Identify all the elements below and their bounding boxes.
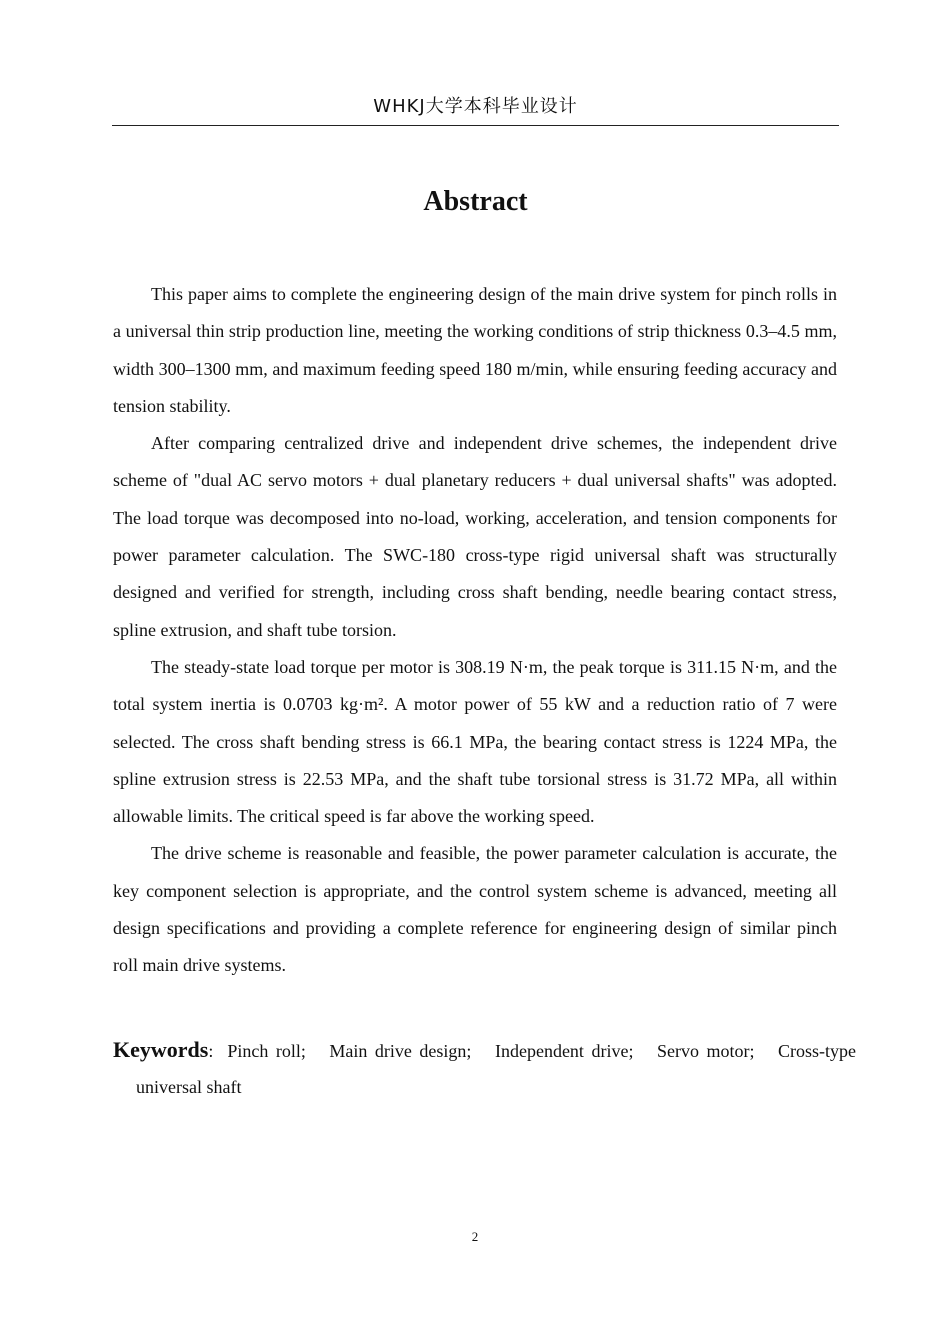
header-title: WHKJ大学本科毕业设计	[373, 96, 578, 117]
abstract-paragraph-1: This paper aims to complete the engineering design of the main drive system for pinch rolls in a universal thin strip production line, meeting the working conditions of strip thickness 0.3–4.5 mm, width 300–1300 mm, and maximum feeding speed 180 m/min, while ensuring feeding accuracy and tension stability.	[113, 284, 837, 416]
keyword-item: Cross-type universal shaft	[136, 1041, 857, 1097]
keyword-item: Independent drive;	[494, 1041, 634, 1061]
keywords-section	[113, 1032, 856, 1105]
keywords-label: Keywords	[113, 1037, 209, 1062]
page-header	[112, 94, 839, 124]
keyword-item: Pinch roll;	[227, 1041, 306, 1061]
page-number: 2	[471, 1229, 479, 1244]
abstract-paragraph-2: After comparing centralized drive and independent drive schemes, the independent drive scheme of "dual AC servo motors + dual planetary reducers + dual universal shafts" was adopted. The load torque was decomposed into no-load, working, acceleration, and tension components for power parameter calculation. The SWC-180 cross-type rigid universal shaft was structurally designed and verified for strength, including cross shaft bending, needle bearing contact stress, spline extrusion, and shaft tube torsion.	[113, 433, 837, 640]
abstract-title: Abstract	[423, 186, 528, 217]
abstract-paragraph-3: The steady-state load torque per motor is 308.19 N·m, the peak torque is 311.15 N·m, and the total system inertia is 0.0703 kg·m². A motor power of 55 kW and a reduction ratio of 7 were selected. The cross shaft bending stress is 66.1 MPa, the bearing contact stress is 1224 MPa, the spline extrusion stress is 22.53 MPa, and the shaft tube torsional stress is 31.72 MPa, all within allowable limits. The critical speed is far above the working speed.	[113, 656, 837, 827]
keyword-item: Main drive design;	[329, 1041, 472, 1061]
keywords-separator: :	[208, 1041, 214, 1061]
keyword-item: Servo motor;	[656, 1041, 755, 1061]
header-divider	[112, 125, 839, 126]
abstract-paragraph-4: The drive scheme is reasonable and feasible, the power parameter calculation is accurate, the key component selection is appropriate, and the control system scheme is advanced, meeting all design specifications and providing a complete reference for engineering design of similar pinch roll main drive systems.	[113, 843, 837, 976]
abstract-body	[113, 276, 837, 985]
